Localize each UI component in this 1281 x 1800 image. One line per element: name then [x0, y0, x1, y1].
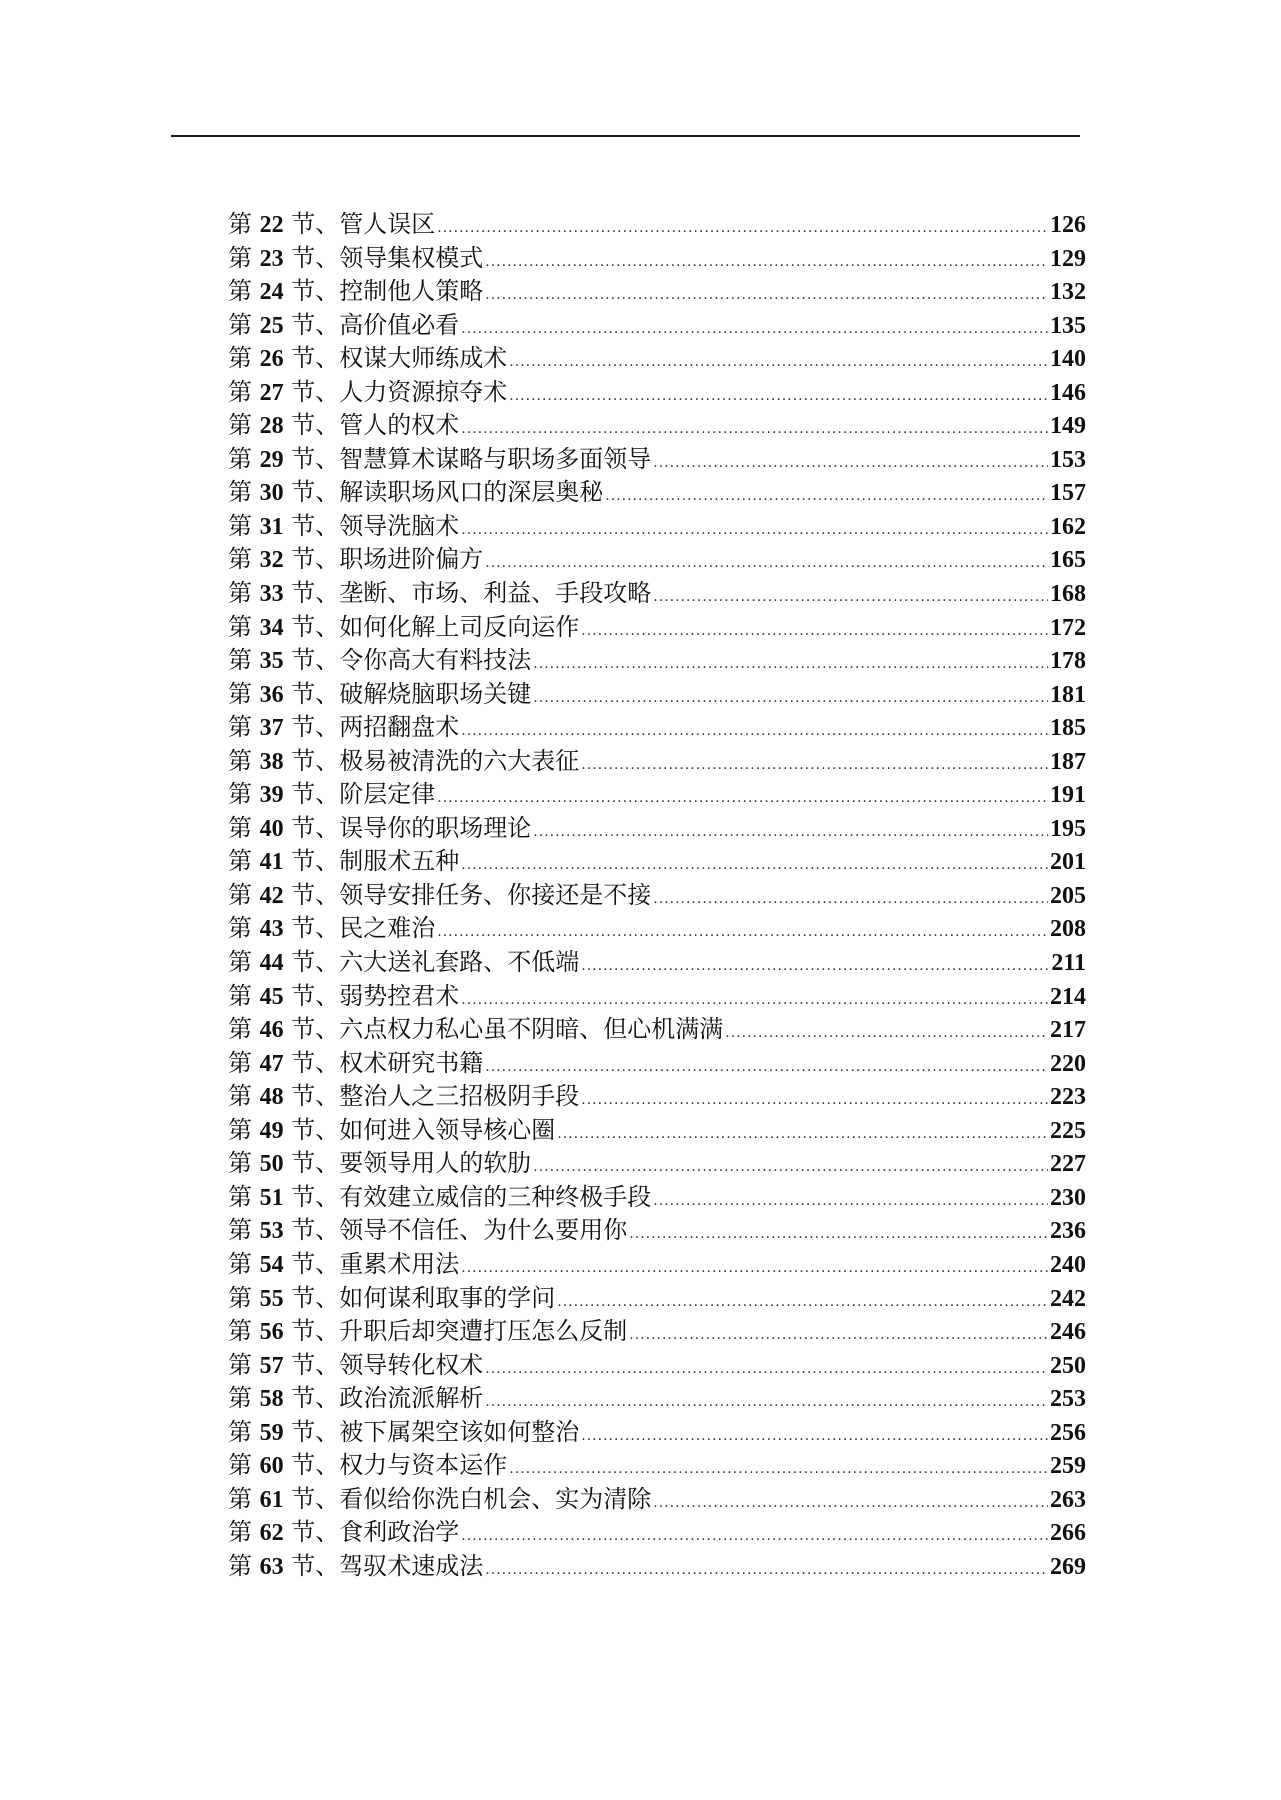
toc-entry-label: [228, 1214, 627, 1249]
toc-entry-title: 节、看似给你洗白机会、实为清除: [291, 1484, 652, 1513]
toc-entry-page-number: 126: [1050, 212, 1086, 238]
toc-entry-page-number: 149: [1050, 413, 1086, 440]
toc-entry[interactable]: [228, 309, 1086, 343]
toc-entry-title: 节、被下属架空该如何整治: [291, 1417, 580, 1446]
toc-entry-page-number: 256: [1050, 1419, 1086, 1446]
toc-entry-page-number: 230: [1050, 1184, 1086, 1211]
toc-entry-title: 节、管人误区: [291, 210, 436, 238]
toc-entry-label: [228, 1516, 459, 1551]
toc-entry-prefix: 第: [228, 1015, 252, 1044]
toc-entry-prefix: 第: [228, 277, 252, 306]
toc-entry[interactable]: [228, 1315, 1086, 1349]
toc-entry-number: 55: [259, 1285, 284, 1312]
toc-leader-dots: [461, 313, 1048, 347]
toc-entry-title: 节、驾驭术速成法: [291, 1551, 484, 1580]
toc-entry-page-number: 227: [1050, 1151, 1086, 1178]
toc-entry-number: 24: [259, 279, 284, 306]
toc-entry-number: 37: [259, 715, 284, 742]
toc-leader-dots: [437, 782, 1048, 816]
toc-entry-page-number: 140: [1050, 346, 1086, 373]
toc-entry-page-number: 146: [1050, 379, 1086, 406]
toc-entry[interactable]: [228, 543, 1086, 577]
toc-leader-dots: [533, 648, 1048, 682]
toc-entry-label: [228, 678, 531, 713]
toc-leader-dots: [461, 849, 1048, 883]
toc-entry[interactable]: [228, 275, 1086, 309]
toc-entry[interactable]: [228, 678, 1086, 712]
toc-entry-prefix: 第: [228, 914, 252, 943]
toc-entry-label: [228, 1416, 579, 1451]
toc-entry-number: 35: [259, 648, 284, 675]
toc-entry-number: 59: [259, 1419, 284, 1446]
toc-entry-label: [228, 1114, 555, 1149]
toc-entry-number: 27: [259, 379, 284, 406]
toc-entry-page-number: 250: [1050, 1352, 1086, 1379]
toc-entry-prefix: 第: [228, 1518, 252, 1547]
toc-entry[interactable]: [228, 1013, 1086, 1047]
toc-entry-number: 50: [259, 1151, 284, 1178]
toc-entry-title: 节、要领导用人的软肋: [291, 1149, 532, 1178]
toc-leader-dots: [581, 1420, 1048, 1454]
toc-entry-number: 41: [259, 849, 284, 876]
toc-entry-page-number: 135: [1050, 312, 1086, 339]
toc-entry[interactable]: [228, 611, 1086, 645]
toc-entry-prefix: 第: [228, 310, 252, 339]
toc-leader-dots: [653, 1487, 1048, 1521]
toc-entry-title: 节、整治人之三招极阴手段: [291, 1082, 580, 1111]
toc-entry-title: 节、高价值必看: [291, 310, 460, 339]
toc-leader-dots: [533, 682, 1048, 716]
toc-entry-label: [228, 1349, 483, 1384]
toc-entry-label: [228, 912, 435, 947]
toc-entry-title: 节、升职后却突遭打压怎么反制: [291, 1317, 628, 1346]
toc-entry-page-number: 223: [1050, 1084, 1086, 1111]
toc-entry-title: 节、权谋大师练成术: [291, 344, 508, 373]
toc-entry-prefix: 第: [228, 444, 252, 473]
toc-entry-label: [228, 1315, 627, 1350]
toc-entry-page-number: 246: [1050, 1319, 1086, 1346]
toc-leader-dots: [533, 816, 1048, 850]
toc-entry-page-number: 162: [1050, 513, 1086, 540]
toc-leader-dots: [461, 1252, 1048, 1286]
toc-entry-label: [228, 1282, 555, 1317]
toc-entry[interactable]: [228, 1080, 1086, 1114]
toc-entry-page-number: 217: [1050, 1017, 1086, 1044]
toc-entry-label: [228, 309, 459, 344]
toc-entry-title: 节、六大送礼套路、不低端: [291, 948, 580, 977]
toc-entry-prefix: 第: [228, 243, 252, 272]
toc-entry[interactable]: [228, 745, 1086, 779]
toc-entry[interactable]: [228, 879, 1086, 913]
toc-entry-prefix: 第: [228, 1384, 252, 1413]
toc-entry-prefix: 第: [228, 1484, 252, 1513]
toc-entry-title: 节、管人的权术: [291, 411, 460, 440]
toc-entry-prefix: 第: [228, 948, 252, 977]
toc-entry-title: 节、如何化解上司反向运作: [291, 612, 580, 641]
toc-entry[interactable]: [228, 1449, 1086, 1483]
toc-entry-label: [228, 644, 531, 679]
toc-entry-label: [228, 946, 579, 981]
toc-entry-number: 34: [259, 614, 284, 641]
toc-entry-number: 31: [259, 513, 284, 540]
toc-entry[interactable]: [228, 644, 1086, 678]
toc-leader-dots: [581, 749, 1048, 783]
toc-entry-prefix: 第: [228, 981, 252, 1010]
toc-entry-page-number: 181: [1050, 681, 1086, 708]
toc-leader-dots: [533, 1151, 1048, 1185]
toc-leader-dots: [461, 984, 1048, 1018]
toc-entry-prefix: 第: [228, 210, 252, 238]
toc-entry-number: 39: [259, 782, 284, 809]
toc-entry-label: [228, 1080, 579, 1115]
toc-leader-dots: [485, 1554, 1048, 1588]
toc-entry[interactable]: [228, 376, 1086, 410]
toc-entry-number: 25: [259, 312, 284, 339]
toc-leader-dots: [557, 1118, 1048, 1152]
toc-entry-page-number: 211: [1051, 950, 1086, 977]
toc-leader-dots: [581, 1084, 1048, 1118]
toc-entry-label: [228, 577, 651, 612]
toc-entry-prefix: 第: [228, 545, 252, 574]
toc-entry-number: 32: [259, 547, 284, 574]
toc-entry-number: 42: [259, 882, 284, 909]
toc-entry-label: [228, 845, 459, 880]
toc-entry-label: [228, 1248, 459, 1283]
toc-entry-prefix: 第: [228, 1283, 252, 1312]
toc-entry[interactable]: [228, 845, 1086, 879]
toc-entry[interactable]: [228, 1047, 1086, 1081]
toc-leader-dots: [461, 514, 1048, 548]
toc-entry-title: 节、权术研究书籍: [291, 1048, 484, 1077]
toc-entry[interactable]: [228, 912, 1086, 946]
toc-entry-page-number: 220: [1050, 1050, 1086, 1077]
toc-leader-dots: [509, 346, 1048, 380]
toc-leader-dots: [725, 1017, 1048, 1051]
toc-entry[interactable]: [228, 1382, 1086, 1416]
toc-entry-number: 63: [259, 1553, 284, 1580]
toc-entry-label: [228, 611, 579, 646]
toc-entry[interactable]: [228, 1349, 1086, 1383]
toc-entry-prefix: 第: [228, 344, 252, 373]
toc-entry-title: 节、领导安排任务、你接还是不接: [291, 880, 652, 909]
toc-entry-page-number: 187: [1050, 748, 1086, 775]
toc-entry-prefix: 第: [228, 713, 252, 742]
toc-entry-page-number: 172: [1050, 614, 1086, 641]
toc-leader-dots: [485, 279, 1048, 313]
toc-leader-dots: [461, 715, 1048, 749]
toc-entry-page-number: 195: [1050, 815, 1086, 842]
toc-entry-label: [228, 1550, 483, 1585]
toc-entry-page-number: 201: [1050, 849, 1086, 876]
toc-entry-number: 33: [259, 581, 284, 608]
toc-entry[interactable]: [228, 242, 1086, 276]
toc-entry-prefix: 第: [228, 1082, 252, 1111]
toc-entry[interactable]: [228, 409, 1086, 443]
toc-entry-title: 节、政治流派解析: [291, 1384, 484, 1413]
toc-entry-number: 44: [259, 950, 284, 977]
toc-entry-page-number: 236: [1050, 1218, 1086, 1245]
toc-entry-number: 38: [259, 748, 284, 775]
toc-entry[interactable]: [228, 1181, 1086, 1215]
toc-entry-prefix: 第: [228, 612, 252, 641]
toc-entry-prefix: 第: [228, 511, 252, 540]
toc-entry-page-number: 157: [1050, 480, 1086, 507]
toc-entry[interactable]: [228, 778, 1086, 812]
toc-leader-dots: [629, 1218, 1048, 1252]
toc-entry-label: [228, 980, 459, 1015]
toc-entry-number: 58: [259, 1386, 284, 1413]
toc-entry-prefix: 第: [228, 1149, 252, 1178]
toc-entry-page-number: 178: [1050, 648, 1086, 675]
toc-leader-dots: [509, 1453, 1048, 1487]
toc-entry-label: [228, 812, 531, 847]
toc-entry[interactable]: [228, 1248, 1086, 1282]
toc-entry-prefix: 第: [228, 1048, 252, 1077]
toc-entry-prefix: 第: [228, 579, 252, 608]
toc-entry-title: 节、重累术用法: [291, 1249, 460, 1278]
toc-leader-dots: [485, 246, 1048, 280]
toc-entry-prefix: 第: [228, 1182, 252, 1211]
toc-leader-dots: [485, 1353, 1048, 1387]
toc-entry-label: [228, 745, 579, 780]
toc-entry-title: 节、如何进入领导核心圈: [291, 1115, 556, 1144]
toc-entry-number: 48: [259, 1084, 284, 1111]
toc-entry-number: 49: [259, 1117, 284, 1144]
toc-entry-title: 节、职场进阶偏方: [291, 545, 484, 574]
toc-entry-number: 45: [259, 983, 284, 1010]
toc-entry[interactable]: [228, 812, 1086, 846]
toc-entry[interactable]: [228, 1114, 1086, 1148]
toc-entry-prefix: 第: [228, 880, 252, 909]
toc-entry-prefix: 第: [228, 1451, 252, 1480]
toc-leader-dots: [485, 1386, 1048, 1420]
toc-entry-label: [228, 711, 459, 746]
toc-entry-page-number: 266: [1050, 1520, 1086, 1547]
toc-entry-title: 节、制服术五种: [291, 847, 460, 876]
toc-entry-prefix: 第: [228, 1115, 252, 1144]
toc-entry-title: 节、令你高大有料技法: [291, 646, 532, 675]
toc-entry-label: [228, 778, 435, 813]
toc-entry-title: 节、破解烧脑职场关键: [291, 679, 532, 708]
toc-entry-number: 53: [259, 1218, 284, 1245]
toc-entry-title: 节、如何谋利取事的学问: [291, 1283, 556, 1312]
toc-leader-dots: [509, 380, 1048, 414]
toc-entry-number: 26: [259, 346, 284, 373]
toc-leader-dots: [437, 212, 1048, 246]
toc-entry-number: 57: [259, 1352, 284, 1379]
toc-entry-page-number: 185: [1050, 715, 1086, 742]
toc-entry-label: [228, 510, 459, 545]
toc-entry-label: [228, 1382, 483, 1417]
toc-entry-prefix: 第: [228, 1350, 252, 1379]
toc-entry-number: 23: [259, 245, 284, 272]
toc-entry-number: 43: [259, 916, 284, 943]
toc-entry-title: 节、有效建立威信的三种终极手段: [291, 1182, 652, 1211]
toc-entry-label: [228, 1449, 507, 1484]
toc-entry-page-number: 153: [1050, 446, 1086, 473]
toc-leader-dots: [485, 547, 1048, 581]
toc-leader-dots: [461, 413, 1048, 447]
toc-entry-title: 节、六点权力私心虽不阴暗、但心机满满: [291, 1015, 724, 1044]
toc-leader-dots: [653, 447, 1048, 481]
toc-entry-prefix: 第: [228, 847, 252, 876]
toc-entry[interactable]: [228, 1516, 1086, 1550]
toc-leader-dots: [653, 883, 1048, 917]
toc-leader-dots: [605, 480, 1048, 514]
toc-entry-number: 54: [259, 1251, 284, 1278]
toc-entry-page-number: 168: [1050, 581, 1086, 608]
toc-entry-title: 节、权力与资本运作: [291, 1451, 508, 1480]
toc-entry[interactable]: [228, 980, 1086, 1014]
toc-entry-title: 节、阶层定律: [291, 780, 436, 809]
toc-leader-dots: [629, 1319, 1048, 1353]
toc-entry-title: 节、误导你的职场理论: [291, 813, 532, 842]
toc-entry-prefix: 第: [228, 1417, 252, 1446]
toc-entry-page-number: 205: [1050, 882, 1086, 909]
toc-leader-dots: [437, 916, 1048, 950]
table-of-contents: [228, 208, 1086, 1583]
toc-entry[interactable]: [228, 946, 1086, 980]
header-rule: [171, 135, 1080, 137]
toc-entry-prefix: 第: [228, 478, 252, 507]
toc-entry-title: 节、智慧算术谋略与职场多面领导: [291, 444, 652, 473]
toc-entry-prefix: 第: [228, 1317, 252, 1346]
toc-entry[interactable]: [228, 711, 1086, 745]
toc-entry[interactable]: [228, 1282, 1086, 1316]
toc-entry[interactable]: [228, 1550, 1086, 1584]
toc-entry-label: [228, 879, 651, 914]
toc-entry-label: [228, 1483, 651, 1518]
toc-entry[interactable]: [228, 1214, 1086, 1248]
toc-entry-title: 节、民之难治: [291, 914, 436, 943]
toc-entry[interactable]: [228, 1483, 1086, 1517]
toc-entry-page-number: 242: [1050, 1285, 1086, 1312]
toc-entry-number: 60: [259, 1453, 284, 1480]
toc-entry-title: 节、两招翻盘术: [291, 713, 460, 742]
toc-entry-title: 节、解读职场风口的深层奥秘: [291, 478, 604, 507]
toc-entry-prefix: 第: [228, 813, 252, 842]
toc-entry-prefix: 第: [228, 411, 252, 440]
toc-entry-page-number: 208: [1050, 916, 1086, 943]
toc-entry[interactable]: [228, 510, 1086, 544]
toc-entry-label: [228, 409, 459, 444]
toc-entry-prefix: 第: [228, 746, 252, 775]
toc-entry-prefix: 第: [228, 679, 252, 708]
toc-leader-dots: [653, 1185, 1048, 1219]
toc-entry-prefix: 第: [228, 1249, 252, 1278]
toc-entry[interactable]: [228, 1147, 1086, 1181]
toc-entry[interactable]: [228, 443, 1086, 477]
toc-entry-title: 节、控制他人策略: [291, 277, 484, 306]
toc-entry-number: 30: [259, 480, 284, 507]
toc-entry-title: 节、垄断、市场、利益、手段攻略: [291, 579, 652, 608]
toc-entry-page-number: 165: [1050, 547, 1086, 574]
toc-entry-page-number: 263: [1050, 1486, 1086, 1513]
toc-entry-label: [228, 476, 603, 511]
toc-entry-label: [228, 242, 483, 277]
toc-entry[interactable]: [228, 577, 1086, 611]
toc-entry-page-number: 191: [1050, 782, 1086, 809]
toc-entry-title: 节、食利政治学: [291, 1518, 460, 1547]
toc-entry[interactable]: [228, 342, 1086, 376]
toc-entry-prefix: 第: [228, 646, 252, 675]
toc-leader-dots: [461, 1520, 1048, 1554]
toc-entry-page-number: 225: [1050, 1117, 1086, 1144]
toc-entry-number: 56: [259, 1319, 284, 1346]
toc-entry-label: [228, 1181, 651, 1216]
toc-entry-number: 28: [259, 413, 284, 440]
toc-entry-page-number: 214: [1050, 983, 1086, 1010]
toc-entry[interactable]: [228, 1416, 1086, 1450]
toc-entry-title: 节、领导转化权术: [291, 1350, 484, 1379]
toc-entry-label: [228, 208, 435, 243]
toc-entry-label: [228, 275, 483, 310]
toc-entry-label: [228, 1047, 483, 1082]
toc-entry-number: 22: [259, 212, 284, 238]
toc-entry-title: 节、人力资源掠夺术: [291, 377, 508, 406]
toc-entry-page-number: 253: [1050, 1386, 1086, 1413]
toc-entry-prefix: 第: [228, 780, 252, 809]
toc-entry-label: [228, 1147, 531, 1182]
toc-entry-number: 61: [259, 1486, 284, 1513]
toc-entry-label: [228, 443, 651, 478]
toc-entry-title: 节、领导洗脑术: [291, 511, 460, 540]
toc-entry-number: 46: [259, 1017, 284, 1044]
toc-entry-page-number: 132: [1050, 279, 1086, 306]
toc-entry-number: 47: [259, 1050, 284, 1077]
toc-entry-prefix: 第: [228, 1551, 252, 1580]
toc-leader-dots: [557, 1286, 1048, 1320]
toc-leader-dots: [485, 1051, 1048, 1085]
toc-entry-title: 节、领导集权模式: [291, 243, 484, 272]
toc-entry[interactable]: [228, 208, 1086, 242]
toc-entry-number: 40: [259, 815, 284, 842]
toc-entry-page-number: 129: [1050, 245, 1086, 272]
toc-entry-label: [228, 342, 507, 377]
toc-entry-label: [228, 1013, 723, 1048]
toc-leader-dots: [653, 581, 1048, 615]
toc-entry-number: 29: [259, 446, 284, 473]
toc-entry-page-number: 259: [1050, 1453, 1086, 1480]
toc-entry-title: 节、弱势控君术: [291, 981, 460, 1010]
toc-entry-number: 62: [259, 1520, 284, 1547]
toc-entry-prefix: 第: [228, 1216, 252, 1245]
toc-entry-title: 节、极易被清洗的六大表征: [291, 746, 580, 775]
toc-entry-number: 36: [259, 681, 284, 708]
toc-leader-dots: [581, 950, 1049, 984]
toc-entry-page-number: 240: [1050, 1251, 1086, 1278]
toc-entry-title: 节、领导不信任、为什么要用你: [291, 1216, 628, 1245]
toc-entry-number: 51: [259, 1184, 284, 1211]
toc-leader-dots: [581, 615, 1048, 649]
toc-entry[interactable]: [228, 476, 1086, 510]
toc-entry-prefix: 第: [228, 377, 252, 406]
toc-entry-page-number: 269: [1050, 1553, 1086, 1580]
toc-entry-label: [228, 376, 507, 411]
toc-entry-label: [228, 543, 483, 578]
